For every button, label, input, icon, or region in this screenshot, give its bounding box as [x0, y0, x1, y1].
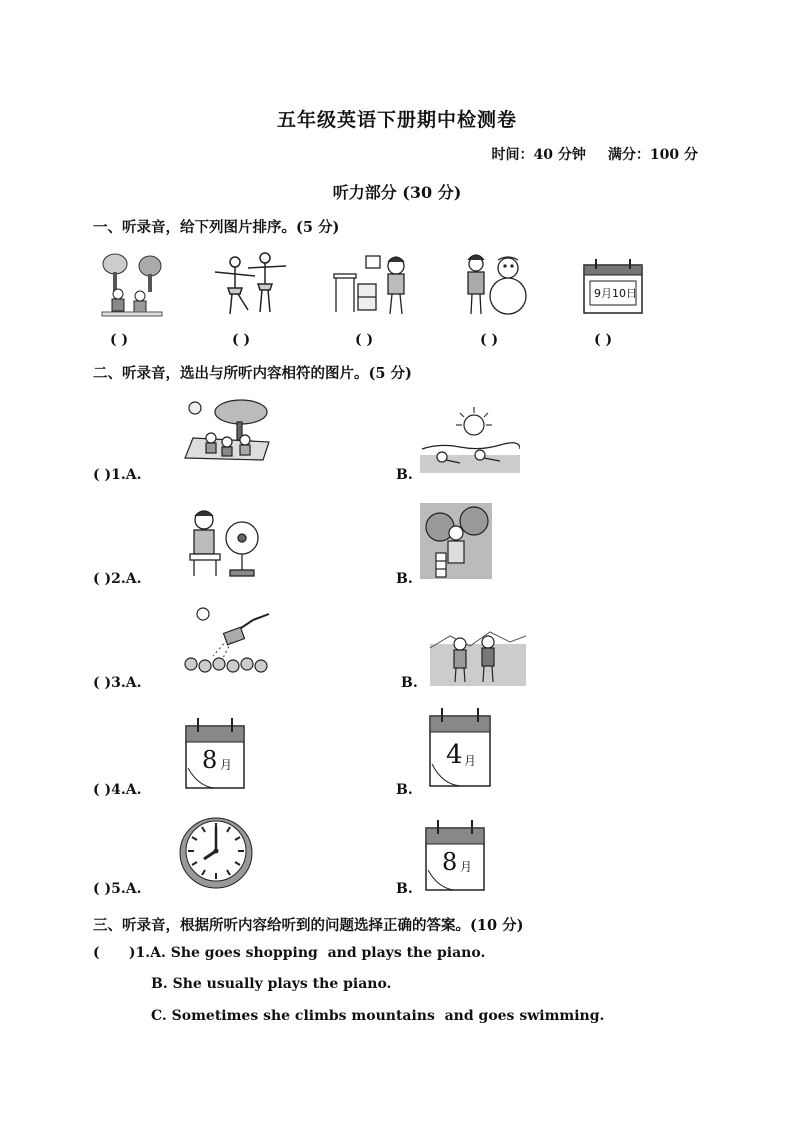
- q2-hot-boy-fan-image: [186, 506, 266, 580]
- q1-swimming-image: [420, 405, 520, 477]
- answer-blank-2[interactable]: ( ): [232, 332, 251, 348]
- q3-hiking-kids-image: [430, 614, 526, 686]
- section1-heading: 一、听录音，给下列图片排序。(5 分): [93, 219, 340, 236]
- q5-b-label: B.: [396, 881, 413, 897]
- q5-calendar-b: [424, 818, 490, 894]
- answer-blank-3[interactable]: ( ): [355, 332, 374, 348]
- picnic-image: [100, 250, 165, 318]
- q4-b-label: B.: [396, 782, 413, 798]
- page-title: 五年级英语下册期中检测卷: [276, 109, 517, 131]
- q5-cal-b-number: 8: [442, 848, 458, 876]
- full-score: 满分：100 分: [607, 147, 698, 163]
- cleaning-room-image: [332, 250, 412, 318]
- answer-blank-5[interactable]: ( ): [594, 332, 613, 348]
- s3-q1-option-c: C. Sometimes she climbs mountains and goes swimming.: [151, 1008, 605, 1024]
- q4-cal-b-number: 4: [446, 740, 463, 770]
- q4-label: ( )4.A.: [93, 782, 142, 798]
- calendar-date-text: 9月10日: [594, 287, 637, 300]
- answer-blank-1[interactable]: ( ): [110, 332, 129, 348]
- q2-picking-apples-image: [420, 503, 492, 579]
- q4-cal-a-number: 8: [202, 746, 218, 774]
- q5-cal-b-unit: 月: [460, 860, 473, 874]
- calendar-image: [580, 255, 646, 319]
- q4-cal-a-unit: 月: [220, 758, 233, 772]
- q3-b-label: B.: [401, 675, 418, 691]
- q4-cal-b-unit: 月: [464, 754, 477, 768]
- q4-calendar-a: [184, 716, 248, 792]
- q5-label: ( )5.A.: [93, 881, 142, 897]
- s3-q1-option-a: ( )1.A. She goes shopping and plays the piano.: [93, 945, 486, 961]
- section3-heading: 三、听录音，根据所听内容给听到的问题选择正确的答案。(10 分): [93, 917, 524, 934]
- answer-blank-4[interactable]: ( ): [480, 332, 499, 348]
- dancers-image: [210, 250, 290, 318]
- q1-label: ( )1.A.: [93, 467, 142, 483]
- q3-watering-flowers-image: [183, 604, 273, 678]
- q1-b-label: B.: [396, 467, 413, 483]
- s3-q1-option-b: B. She usually plays the piano.: [151, 976, 392, 992]
- q2-b-label: B.: [396, 571, 413, 587]
- q3-label: ( )3.A.: [93, 675, 142, 691]
- part-title: 听力部分 (30 分): [332, 183, 462, 202]
- snowman-image: [462, 250, 534, 318]
- q2-label: ( )2.A.: [93, 571, 142, 587]
- time-limit: 时间：40 分钟: [491, 147, 586, 163]
- exam-meta: [492, 144, 698, 164]
- section2-heading: 二、听录音，选出与所听内容相符的图片。(5 分): [93, 365, 412, 382]
- q1-picnic-image: [183, 398, 273, 464]
- q4-calendar-b: [428, 706, 494, 790]
- q5-clock-image: [178, 815, 258, 891]
